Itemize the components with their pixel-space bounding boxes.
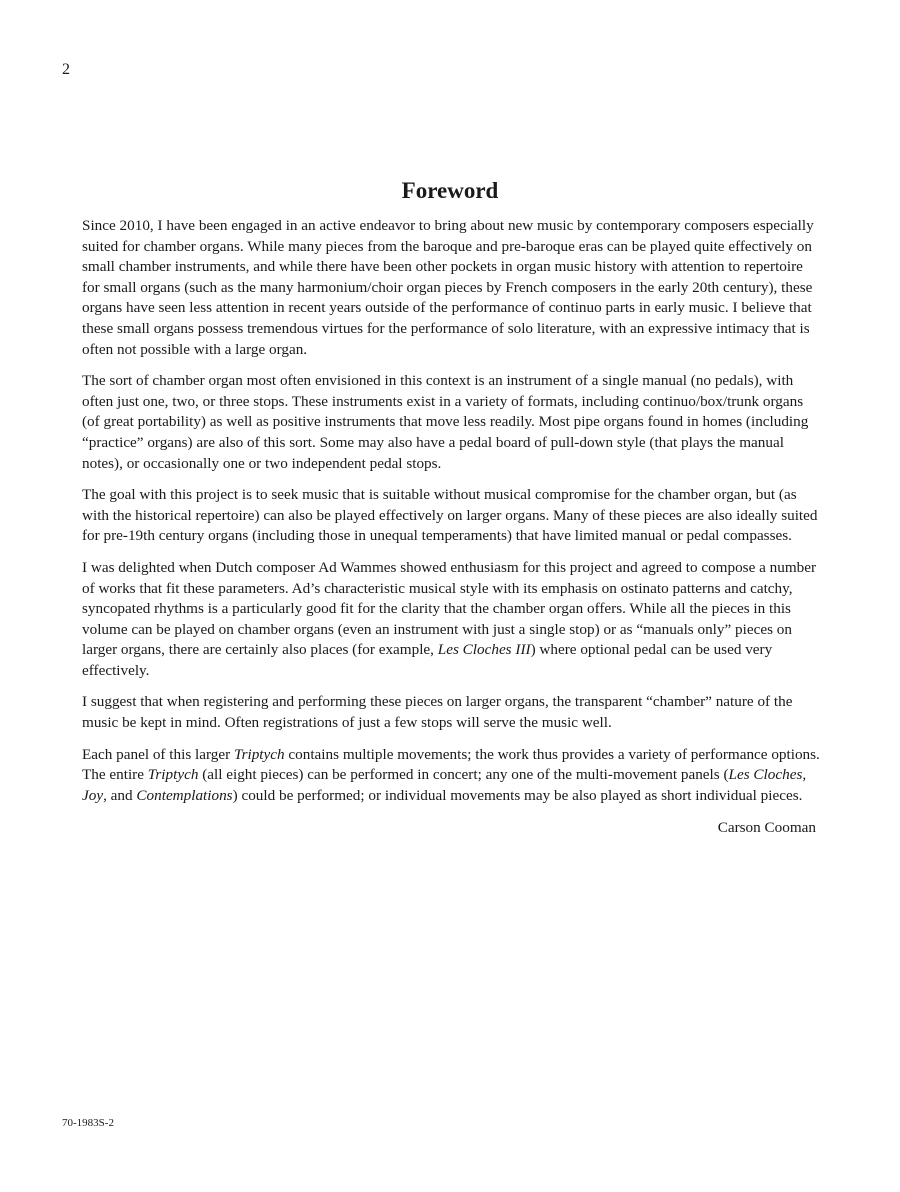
paragraph-4-text-end: ) where optional pedal can be used very effectively.: [82, 641, 773, 679]
paragraph-2: The sort of chamber organ most often envisioned in this context is an instrument of a single manual (no pedals), with often just one, two, or three stops. These instruments exist in a variety of formats, including continuo/box/trunk organs (of great portability) as well as positive instruments that move less readily. Most pipe organs found in homes (including “practice” organs) are also of this sort. Some may also have a pedal board of pull-down style (that plays the manual notes), or occasionally one or two independent pedal stops.: [82, 372, 809, 472]
foreword-body: [82, 216, 822, 839]
work-title-joy: Joy: [82, 786, 104, 804]
paragraph-6-text: ) could be performed; or individual movements may be also played as short individual pieces.: [232, 786, 803, 804]
work-title-les-cloches: Les Cloches: [728, 766, 803, 784]
page-title: Foreword: [401, 178, 499, 203]
page-number: 2: [62, 61, 70, 78]
paragraph-4-text: I was delighted when Dutch composer Ad Wammes showed enthusiasm for this project and agreed to compose a number of works that fit these parameters. Ad’s characteristic musical style with its emphasis on ostinato patterns and catchy, syncopated rhythms is a particularly good fit for the clarity that the chamber organ offers. While all the pieces in this volume can be played on chamber organs (even an instrument with just a single stop) or as “manuals only” pieces on larger organs, there are certainly also places (for example,: [82, 558, 817, 659]
paragraph-6-text: ,: [802, 766, 807, 784]
paragraph-5: I suggest that when registering and performing these pieces on larger organs, the transparent “chamber” nature of the music be kept in mind. Often registrations of just a few stops will serve the music well.: [82, 693, 793, 732]
work-title-triptych: Triptych: [147, 766, 199, 784]
paragraph-6-text: , and: [103, 786, 137, 804]
paragraph-6-text: Each panel of this larger: [82, 745, 234, 763]
catalog-code: 70-1983S-2: [62, 1117, 114, 1129]
work-title-les-cloches-iii: Les Cloches III: [437, 641, 531, 659]
work-title-triptych: Triptych: [233, 745, 285, 763]
paragraph-6-text: contains multiple movements; the work thus provides a variety of performance options. The entire: [82, 745, 820, 784]
paragraph-6-text: (all eight pieces) can be performed in concert; any one of the multi-movement panels (: [198, 766, 729, 784]
author-signature: Carson Cooman: [717, 819, 816, 837]
paragraph-3: The goal with this project is to seek music that is suitable without musical compromise for the chamber organ, but (as with the historical repertoire) can also be played effectively on larger organs. Many of these pieces are also ideally suited for pre-19th century organs (including those in unequal temperaments) that have limited manual or pedal compasses.: [82, 486, 818, 545]
paragraph-1: Since 2010, I have been engaged in an active endeavor to bring about new music by contemporary composers especially suited for chamber organs. While many pieces from the baroque and pre-baroque eras can be played quite effectively on small chamber instruments, and while there have been other pockets in organ music history with attention to repertoire for small organs (such as the many harmonium/choir organ pieces by French composers in the early 20th century), these organs have seen less attention in recent years outside of the performance of continuo parts in early music. I believe that these small organs possess tremendous virtues for the performance of solo literature, with an expressive intimacy that is often not possible with a large organ.: [82, 217, 814, 358]
work-title-contemplations: Contemplations: [136, 786, 233, 804]
paragraph-6: [82, 745, 822, 807]
paragraph-4: [82, 558, 822, 682]
